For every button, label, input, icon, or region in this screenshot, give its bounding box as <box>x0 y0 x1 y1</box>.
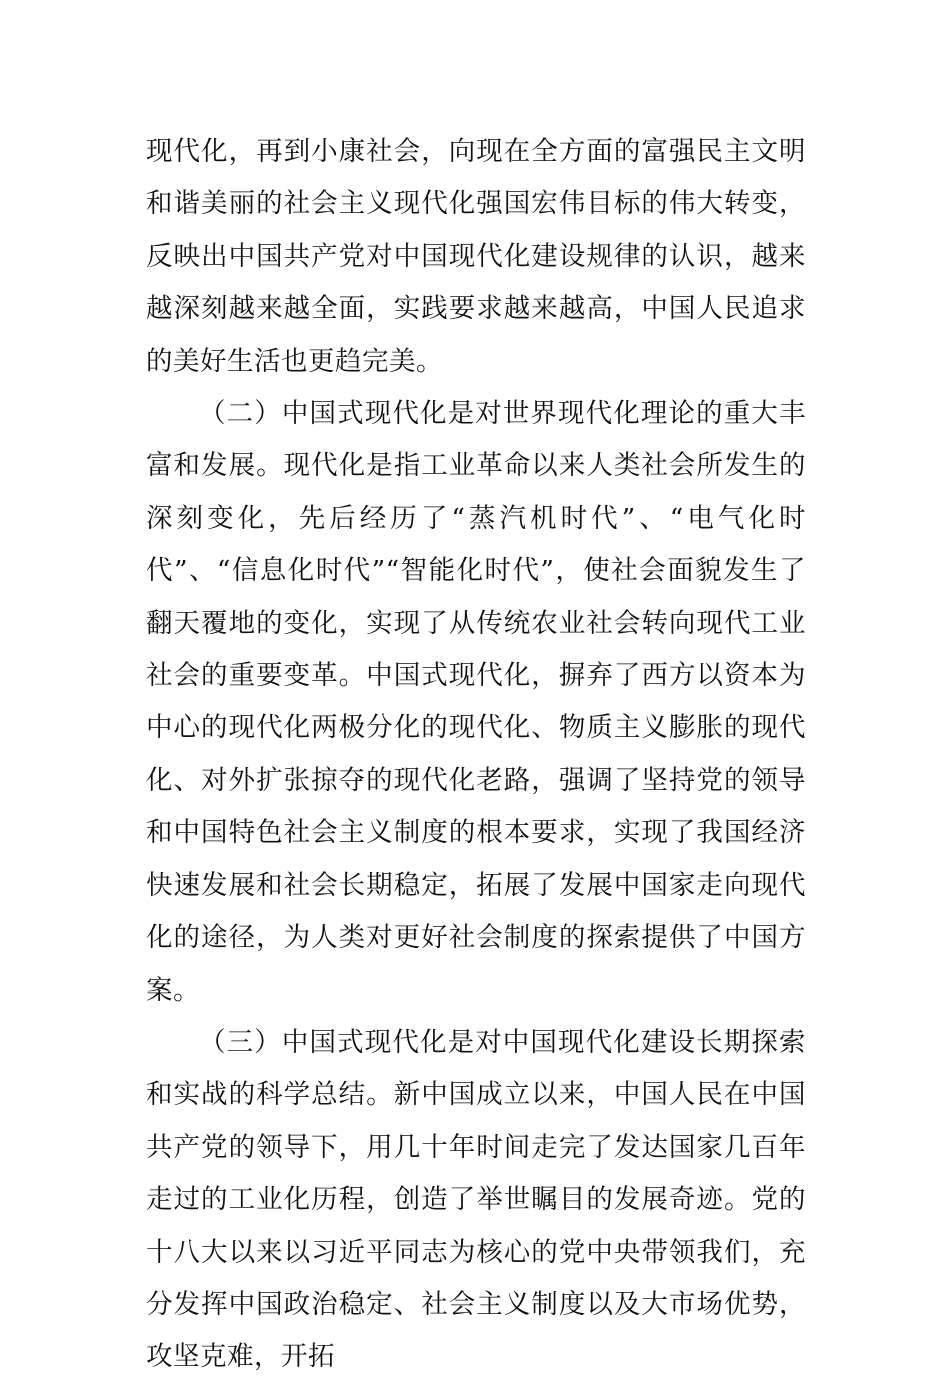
paragraph-continuation: 现代化，再到小康社会，向现在全方面的富强民主文明和谐美丽的社会主义现代化强国宏伟目标的伟大转变，反映出中国共产党对中国现代化建设规律的认识，越来越深刻越来越全面，实践要求越来越高，中国人民追求的美好生活也更趋完美。 <box>146 136 806 377</box>
paragraph-section-two: （二）中国式现代化是对世界现代化理论的重大丰富和发展。现代化是指工业革命以来人类社会所发生的深刻变化，先后经历了“蒸汽机时代”、“电气化时代”、“信息化时代”“智能化时代”，使社会面貌发生了翻天覆地的变化，实现了从传统农业社会转向现代工业社会的重要变革。中国式现代化，摒弃了西方以资本为中心的现代化两极分化的现代化、物质主义膨胀的现代化、对外扩张掠夺的现代化老路，强调了坚持党的领导和中国特色社会主义制度的根本要求，实现了我国经济快速发展和社会长期稳定，拓展了发展中国家走向现代化的途径，为人类对更好社会制度的探索提供了中国方案。 <box>146 398 806 1006</box>
document-body <box>146 126 806 1384</box>
paragraph-section-three: （三）中国式现代化是对中国现代化建设长期探索和实战的科学总结。新中国成立以来，中国人民在中国共产党的领导下，用几十年时间走完了发达国家几百年走过的工业化历程，创造了举世瞩目的发展奇迹。党的十八大以来以习近平同志为核心的党中央带领我们，充分发挥中国政治稳定、社会主义制度以及大市场优势，攻坚克难，开拓 <box>146 1026 806 1373</box>
